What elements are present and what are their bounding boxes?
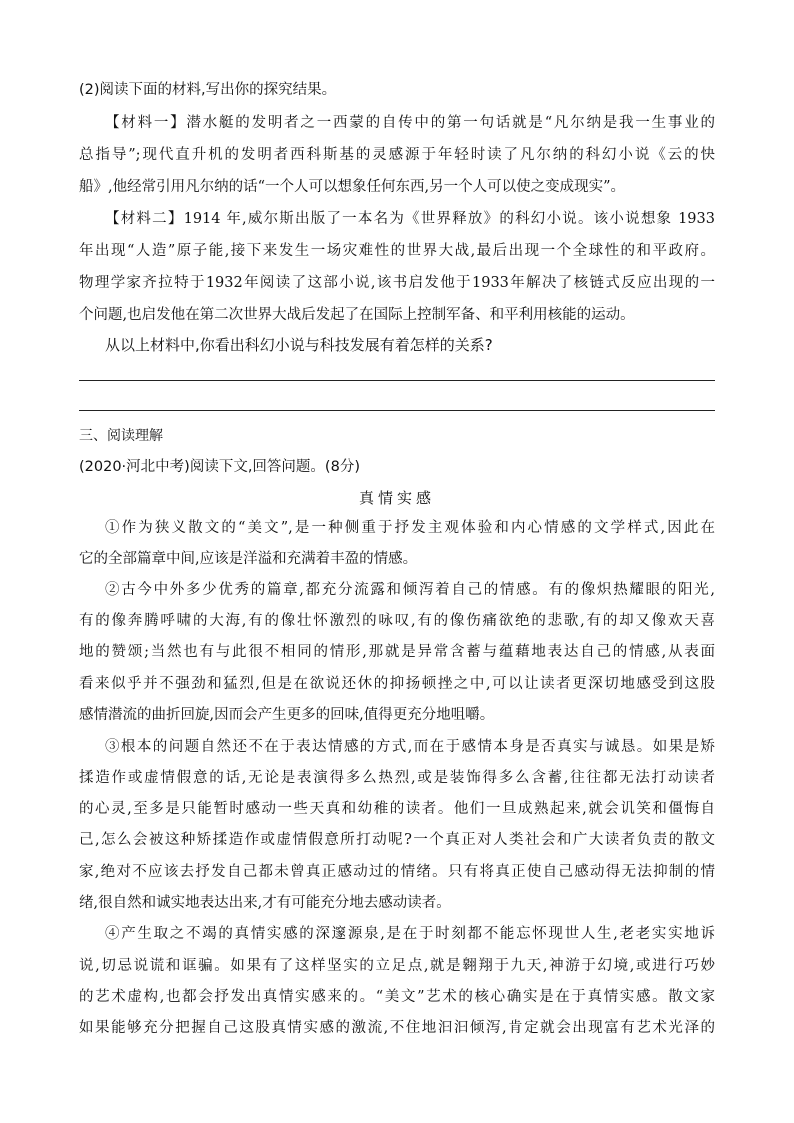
q2-question: 从以上材料中,你看出科幻小说与科技发展有着怎样的关系?	[105, 336, 493, 354]
essay-line: 说,切忌说谎和诓骗。如果有了这样坚实的立足点,就是翱翔于九天,神游于幻境,或进行巧妙	[79, 958, 715, 974]
q2-prompt: (2)阅读下面的材料,写出你的探究结果。	[79, 82, 337, 98]
answer-line[interactable]	[79, 410, 715, 411]
essay-line: 如果能够充分把握自己这股真情实感的激流,不住地汩汩倾泻,肯定就会出现富有艺术光泽的	[79, 1020, 715, 1036]
essay-line: 的心灵,至多是只能暂时感动一些天真和幼稚的读者。他们一旦成熟起来,就会讥笑和僵悔自	[79, 801, 715, 817]
material1-line: 总指导”;现代直升机的发明者西科斯基的灵感源于年轻时读了凡尔纳的科幻小说《云的快	[79, 147, 715, 163]
essay-line: 感情潜流的曲折回旋,因而会产生更多的回味,值得更充分地咀嚼。	[79, 707, 495, 723]
section-heading: 三、阅读理解	[79, 428, 163, 444]
essay-line: ③根本的问题自然还不在于表达情感的方式,而在于感情本身是否真实与诚恳。如果是矫	[105, 739, 715, 755]
essay-line: 地的赞颂;当然也有与此很不相同的情形,那就是异常含蓄与蕴藉地表达自己的情感,从表面	[79, 644, 715, 660]
essay-line: 己,怎么会被这种矫揉造作或虚情假意所打动呢?一个真正对人类社会和广大读者负责的散文	[79, 832, 715, 848]
essay-line: 的艺术虚构,也都会抒发出真情实感来的。“美文”艺术的核心确实是在于真情实感。散文家	[79, 989, 715, 1005]
material2-line: 年出现“人造”原子能,接下来发生一场灾难性的世界大战,最后出现一个全球性的和平政府。	[79, 243, 715, 259]
material1-line: 【材料一】潜水艇的发明者之一西蒙的自传中的第一句话就是“凡尔纳是我一生事业的	[105, 115, 715, 131]
essay-line: 揉造作或虚情假意的话,无论是表演得多么热烈,或是装饰得多么含蓄,往往都无法打动读者	[79, 770, 715, 786]
material2-line: 个问题,也启发他在第二次世界大战后发起了在国际上控制军备、和平利用核能的运动。	[79, 307, 635, 323]
material2-line: 【材料二】1914 年,威尔斯出版了一本名为《世界释放》的科幻小说。该小说想象 1933	[105, 211, 715, 227]
essay-line: 有的像奔腾呼啸的大海,有的像壮怀激烈的咏叹,有的像伤痛欲绝的悲歌,有的却又像欢天喜	[79, 613, 715, 629]
essay-line: ②古今中外多少优秀的篇章,都充分流露和倾泻着自己的情感。有的像炽热耀眼的阳光,	[105, 582, 715, 598]
material1-line: 船》,他经常引用凡尔纳的话“一个人可以想象任何东西,另一个人可以使之变成现实”。	[79, 179, 626, 195]
essay-line: 家,绝对不应该去抒发自己都未曾真正感动过的情绪。只有将真正使自己感动得无法抑制的情	[79, 864, 715, 880]
essay-title: 真情实感	[358, 489, 435, 507]
essay-line: ①作为狭义散文的“美文”,是一种侧重于抒发主观体验和内心情感的文学样式,因此在	[105, 520, 715, 536]
material2-line: 物理学家齐拉特于1932年阅读了这部小说,该书启发他于1933年解决了核链式反应出现的一	[79, 275, 715, 291]
essay-line: 它的全部篇章中间,应该是洋溢和充满着丰盈的情感。	[79, 551, 418, 567]
essay-line: ④产生取之不竭的真情实感的深邃源泉,是在于时刻都不能忘怀现世人生,老老实实地诉	[105, 926, 715, 942]
answer-line[interactable]	[79, 380, 715, 381]
essay-line: 绪,很自然和诚实地表达出来,才有可能充分地去感动读者。	[79, 895, 451, 911]
essay-line: 看来似乎并不强劲和猛烈,但是在欲说还休的抑扬顿挫之中,可以让读者更深切地感受到这股	[79, 676, 715, 692]
question-source: (2020·河北中考)阅读下文,回答问题。(8分)	[79, 459, 360, 475]
